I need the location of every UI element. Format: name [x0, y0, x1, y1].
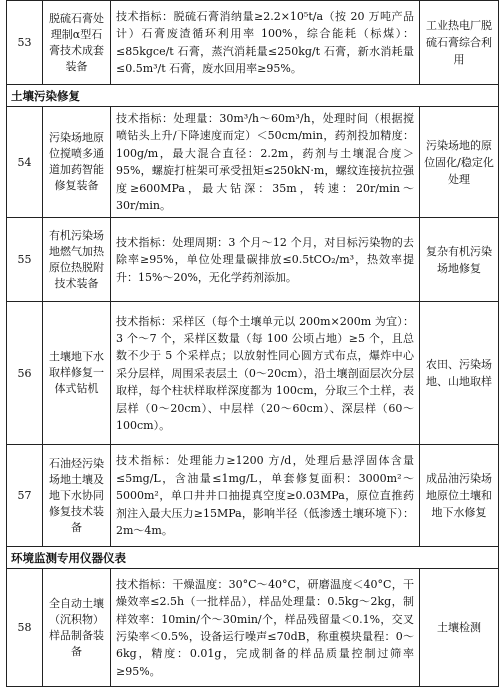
table-row: [7, 569, 499, 687]
application-field: 农田、污染场地、山地取样: [420, 302, 499, 445]
table-row: [7, 445, 499, 547]
item-number: 55: [7, 218, 43, 302]
item-number: 56: [7, 302, 43, 445]
technical-spec: 技术指标：采样区（每个土壤单元以 200m×200m 为宜）：3 个～7 个，采样区数量（每 100 公顷占地）≥5 个，且总数不少于 5 个采样点；以放射性同心圆方式布点，爆炸中心采分层样，周围采表层土（0～20cm），沿土壤剖面层次分层取样，每个柱状样取样深度都为 100cm，分取三个土样，表层样（0～20cm）、中层样（20～60cm）、深层样（60～100cm）。: [111, 302, 420, 445]
table-row: [7, 107, 499, 218]
item-number: 53: [7, 1, 43, 85]
application-field: 成品油污染场地原位土壤和地下水修复: [420, 445, 499, 547]
section-row: [7, 85, 499, 107]
item-number: 58: [7, 569, 43, 687]
table-row: [7, 302, 499, 445]
application-field: 工业热电厂脱硫石膏综合利用: [420, 1, 499, 85]
section-title: 环境监测专用仪器仪表: [7, 547, 499, 569]
section-title: 土壤污染修复: [7, 85, 499, 107]
equipment-table: [6, 0, 499, 687]
equipment-name: 石油烃污染场地土壤及地下水协同修复技术装备: [43, 445, 111, 547]
item-number: 57: [7, 445, 43, 547]
technical-spec: 技术指标：处理能力≥1200 方/d，处理后悬浮固体含量≤5mg/L，含油量≤1mg/L，单套修复面积：3000m²～5000m²，单口井井口抽提真空度≥0.03MPa，原位直推药剂注入最大压力≥15MPa，影响半径（低渗透土壤环境下）：2m～4m。: [111, 445, 420, 547]
equipment-name: 全自动土壤（沉积物）样品制备装备: [43, 569, 111, 687]
equipment-catalog-page: [6, 0, 498, 687]
technical-spec: 技术指标：处理周期：3 个月～12 个月，对目标污染物的去除率≥95%，单位处理量碳排放≤0.5tCO₂/m³，热效率提升：15%～20%，无化学药剂添加。: [111, 218, 420, 302]
table-row: [7, 218, 499, 302]
technical-spec: 技术指标：处理量：30m³/h～60m³/h，处理时间（根据搅喷钻头上升/下降速度而定）＜50cm/min，药剂投加精度：100g/m，最大混合直径：2.2m，药剂与土壤混合度＞95%，螺旋打桩架可承受扭矩≤250kN·m，螺纹连接抗拉强度≥600MPa，最大钻深：35m，转速：20r/min～30r/min。: [111, 107, 420, 218]
table-row: [7, 1, 499, 85]
equipment-name: 有机污染场地燃气加热原位热脱附技术装备: [43, 218, 111, 302]
equipment-name: 污染场地原位搅喷多通道加药智能修复装备: [43, 107, 111, 218]
application-field: 复杂有机污染场地修复: [420, 218, 499, 302]
technical-spec: 技术指标：干燥温度：30°C～40°C，研磨温度＜40°C，干燥效率≤2.5h（一批样品），样品处理量：0.5kg～2kg，制样效率：10min/个～30min/个，样品残留量＜0.1%，交叉污染率＜0.5%，设备运行噪声≤70dB，称重模块量程：0～6kg，精度：0.01g，完成制备的样品质量控制过筛率≥95%。: [111, 569, 420, 687]
equipment-name: 土壤地下水取样修复一体式钻机: [43, 302, 111, 445]
application-field: 土壤检测: [420, 569, 499, 687]
item-number: 54: [7, 107, 43, 218]
technical-spec: 技术指标：脱硫石膏消纳量≥2.2×10⁵t/a（按 20 万吨产品计）石膏废渣循环利用率 100%，综合能耗（标煤）：≤85kgce/t 石膏，蒸汽消耗量≤250kg/t 石膏，新水消耗量≤0.5m³/t 石膏，废水回用率≥95%。: [111, 1, 420, 85]
equipment-name: 脱硫石膏处理制α型石膏技术成套装备: [43, 1, 111, 85]
section-row: [7, 547, 499, 569]
application-field: 污染场地的原位固化/稳定化处理: [420, 107, 499, 218]
